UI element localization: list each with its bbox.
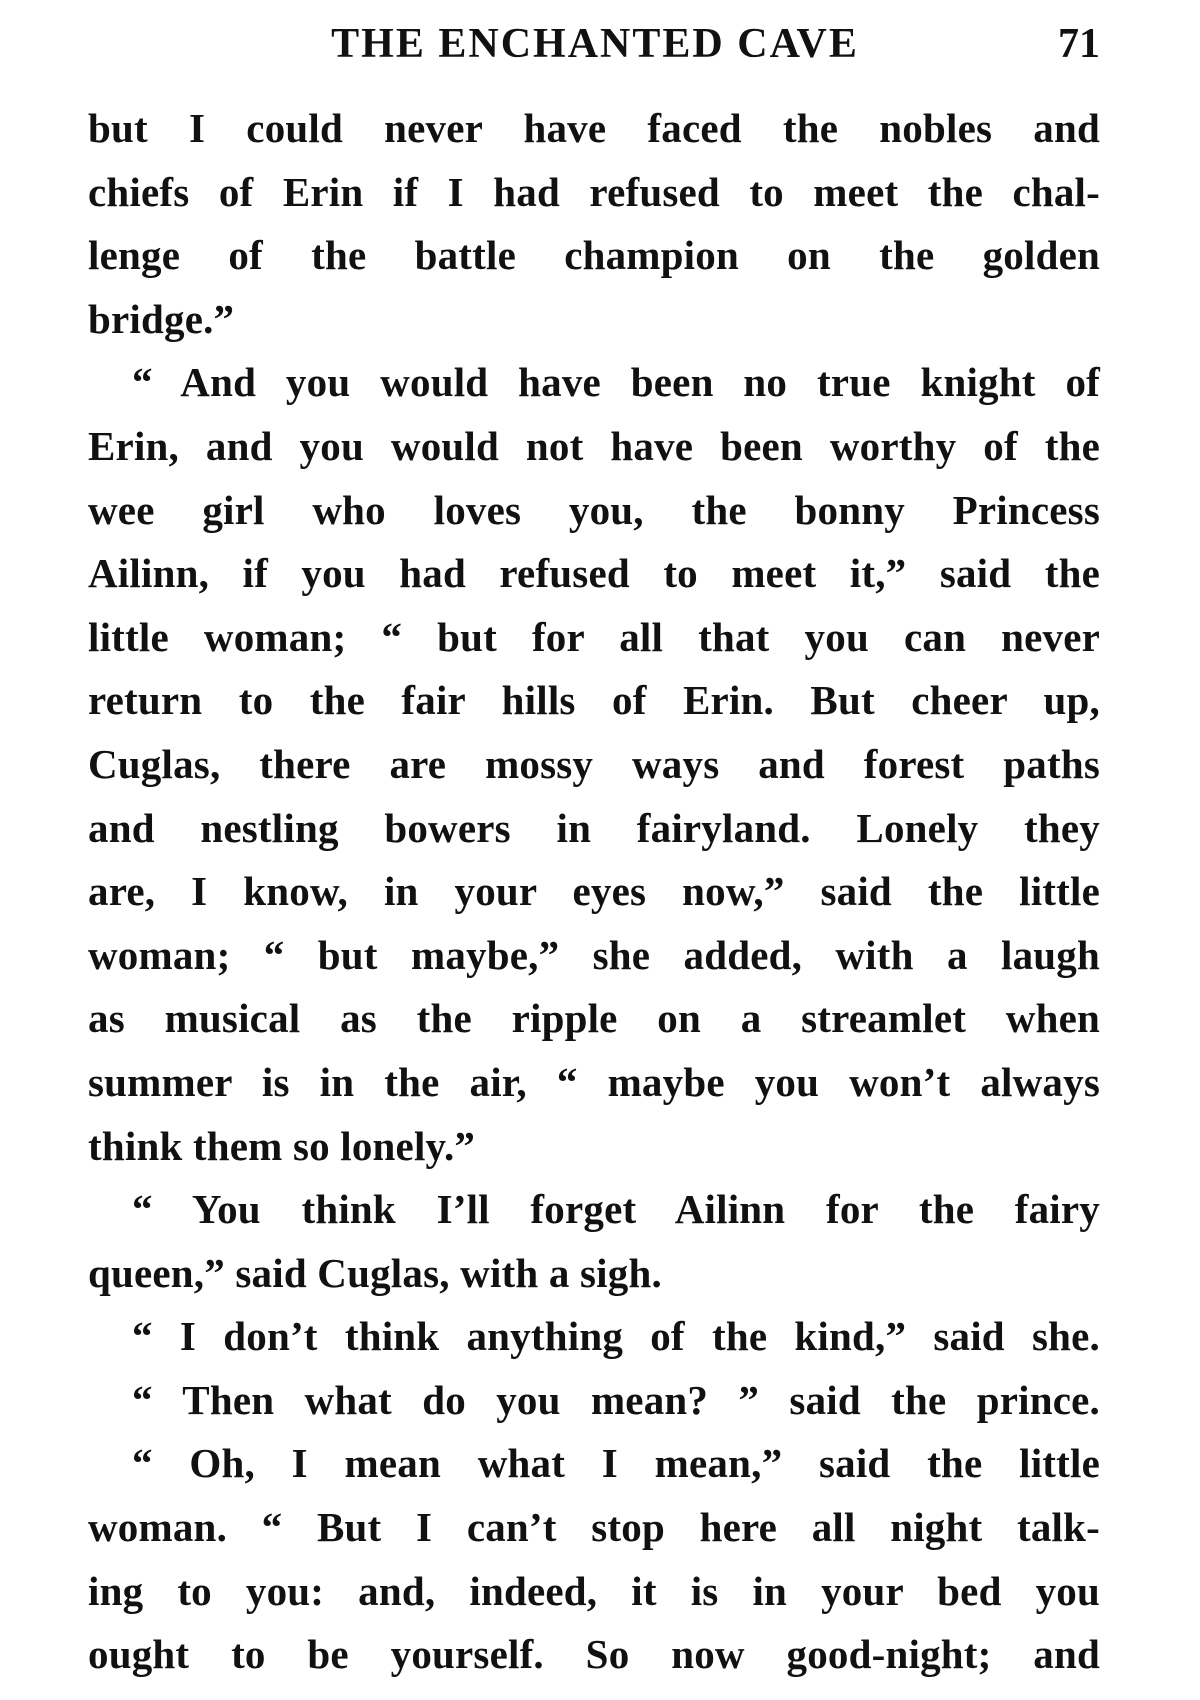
text-line: queen,” said Cuglas, with a sigh. bbox=[88, 1249, 662, 1296]
text-line: “ I don’t think anything of the kind,” said she. bbox=[132, 1313, 1100, 1360]
running-head bbox=[90, 14, 1100, 74]
running-title: THE ENCHANTED CAVE bbox=[331, 21, 859, 67]
text-line: bridge.” bbox=[88, 295, 235, 342]
text-line: “ And you would have been no true knight of bbox=[132, 359, 1100, 406]
text-line: are, I know, in your eyes now,” said the little bbox=[88, 868, 1100, 915]
text-line: “ Then what do you mean? ” said the prince. bbox=[132, 1376, 1100, 1423]
text-line: return to the fair hills of Erin. But cheer up, bbox=[88, 677, 1100, 724]
text-line: “ Oh, I mean what I mean,” said the little bbox=[132, 1440, 1100, 1487]
text-line: woman. “ But I can’t stop here all night talk- bbox=[88, 1504, 1100, 1551]
text-line: Erin, and you would not have been worthy of the bbox=[88, 422, 1100, 469]
text-line: but I could never have faced the nobles and bbox=[88, 105, 1100, 151]
text-line: chiefs of Erin if I had refused to meet the chal- bbox=[88, 168, 1100, 215]
page-number: 71 bbox=[1058, 21, 1100, 67]
text-line: little woman; “ but for all that you can never bbox=[88, 613, 1100, 660]
text-line: woman; “ but maybe,” she added, with a laugh bbox=[88, 931, 1100, 978]
text-line: summer is in the air, “ maybe you won’t always bbox=[88, 1058, 1100, 1105]
text-line: and nestling bowers in fairyland. Lonely they bbox=[88, 804, 1100, 851]
text-line: Ailinn, if you had refused to meet it,” said the bbox=[88, 550, 1100, 597]
text-line: ought to be yourself. So now good-night; and bbox=[88, 1631, 1100, 1678]
text-line: wee girl who loves you, the bonny Princess bbox=[88, 486, 1100, 533]
text-line: ing to you: and, indeed, it is in your bed you bbox=[88, 1567, 1100, 1614]
text-line: think them so lonely.” bbox=[88, 1122, 476, 1169]
text-line: “ You think I’ll forget Ailinn for the fairy bbox=[132, 1186, 1100, 1233]
text-line: as musical as the ripple on a streamlet when bbox=[88, 995, 1100, 1042]
body-text bbox=[88, 97, 1100, 1687]
text-line: Cuglas, there are mossy ways and forest paths bbox=[88, 740, 1100, 787]
text-line: lenge of the battle champion on the golden bbox=[88, 232, 1100, 279]
